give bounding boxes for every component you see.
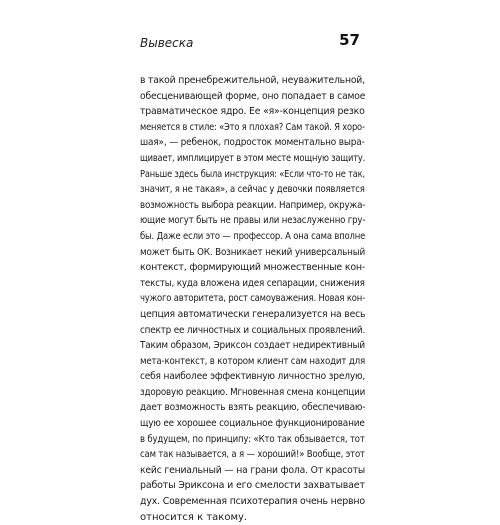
text-line: может быть ОК. Возникает некий универсальный bbox=[140, 246, 366, 258]
text-line: меняется в стиле: «Это я плохая? Сам такой. Я хоро- bbox=[140, 121, 365, 133]
page-header bbox=[140, 31, 360, 54]
text-line: Таким образом, Эриксон создает недирективный bbox=[140, 340, 365, 352]
text-line: щую ее хорошее социальное функционирование bbox=[140, 418, 365, 430]
text-line: цепция автоматически генерализуется на весь bbox=[140, 308, 366, 320]
text-line: кейс гениальный — на грани фола. От красоты bbox=[140, 464, 365, 476]
text-line: бы. Даже если это — профессор. А она сама вполне bbox=[140, 230, 366, 242]
body-text bbox=[140, 73, 365, 525]
text-line: в такой пренебрежительной, неуважительной, bbox=[140, 75, 365, 86]
text-line: себя наиболее эффективную личностно зрелую, bbox=[140, 371, 366, 383]
text-line: контекст, формирующий множественные кон- bbox=[140, 262, 366, 274]
text-line: дает возможность взять реакцию, обеспечиваю- bbox=[140, 402, 366, 414]
text-line: обесценивающей форме, оно попадает в самое bbox=[140, 90, 366, 102]
text-line: возможность выбора реакции. Например, окружа- bbox=[140, 199, 366, 211]
text-line: сам так называется, а я — хороший!» Вообще, этот bbox=[140, 449, 365, 461]
text-line: тексты, куда вложена идея сепарации, снижения bbox=[140, 277, 365, 289]
text-line: шая», — ребенок, подросток моментально выра- bbox=[140, 137, 365, 149]
text-line: здоровую реакцию. Мгновенная смена концепции bbox=[140, 386, 366, 398]
text-line: мета-контекст, в котором клиент сам находит для bbox=[140, 355, 366, 367]
text-line: в будущем, по принципу: «Кто так обзывается, тот bbox=[140, 433, 365, 445]
text-line: работы Эриксона и его смелости захватывает bbox=[140, 480, 365, 492]
page-number: 57 bbox=[339, 31, 360, 49]
text-line: травматическое ядро. Ее «я»-концепция резко bbox=[140, 106, 365, 118]
text-line: спектр ее личностных и социальных проявлений. bbox=[140, 324, 366, 336]
text-line: чужого авторитета, рост самоуважения. Новая кон- bbox=[140, 293, 365, 305]
running-title: Вывеска bbox=[140, 36, 194, 50]
text-line: относится к такому. bbox=[140, 511, 248, 523]
text-line: значит, я не такая», а сейчас у девочки появляется bbox=[140, 184, 365, 196]
text-line: дух. Современная психотерапия очень нервно bbox=[140, 496, 365, 508]
text-line: щивает, имплицирует в этом месте мощную защиту. bbox=[140, 152, 366, 164]
text-line: ющие могут быть не правы или незаслуженно гру- bbox=[140, 215, 366, 227]
text-line: Раньше здесь была инструкция: «Если что-то не так, bbox=[140, 168, 365, 180]
